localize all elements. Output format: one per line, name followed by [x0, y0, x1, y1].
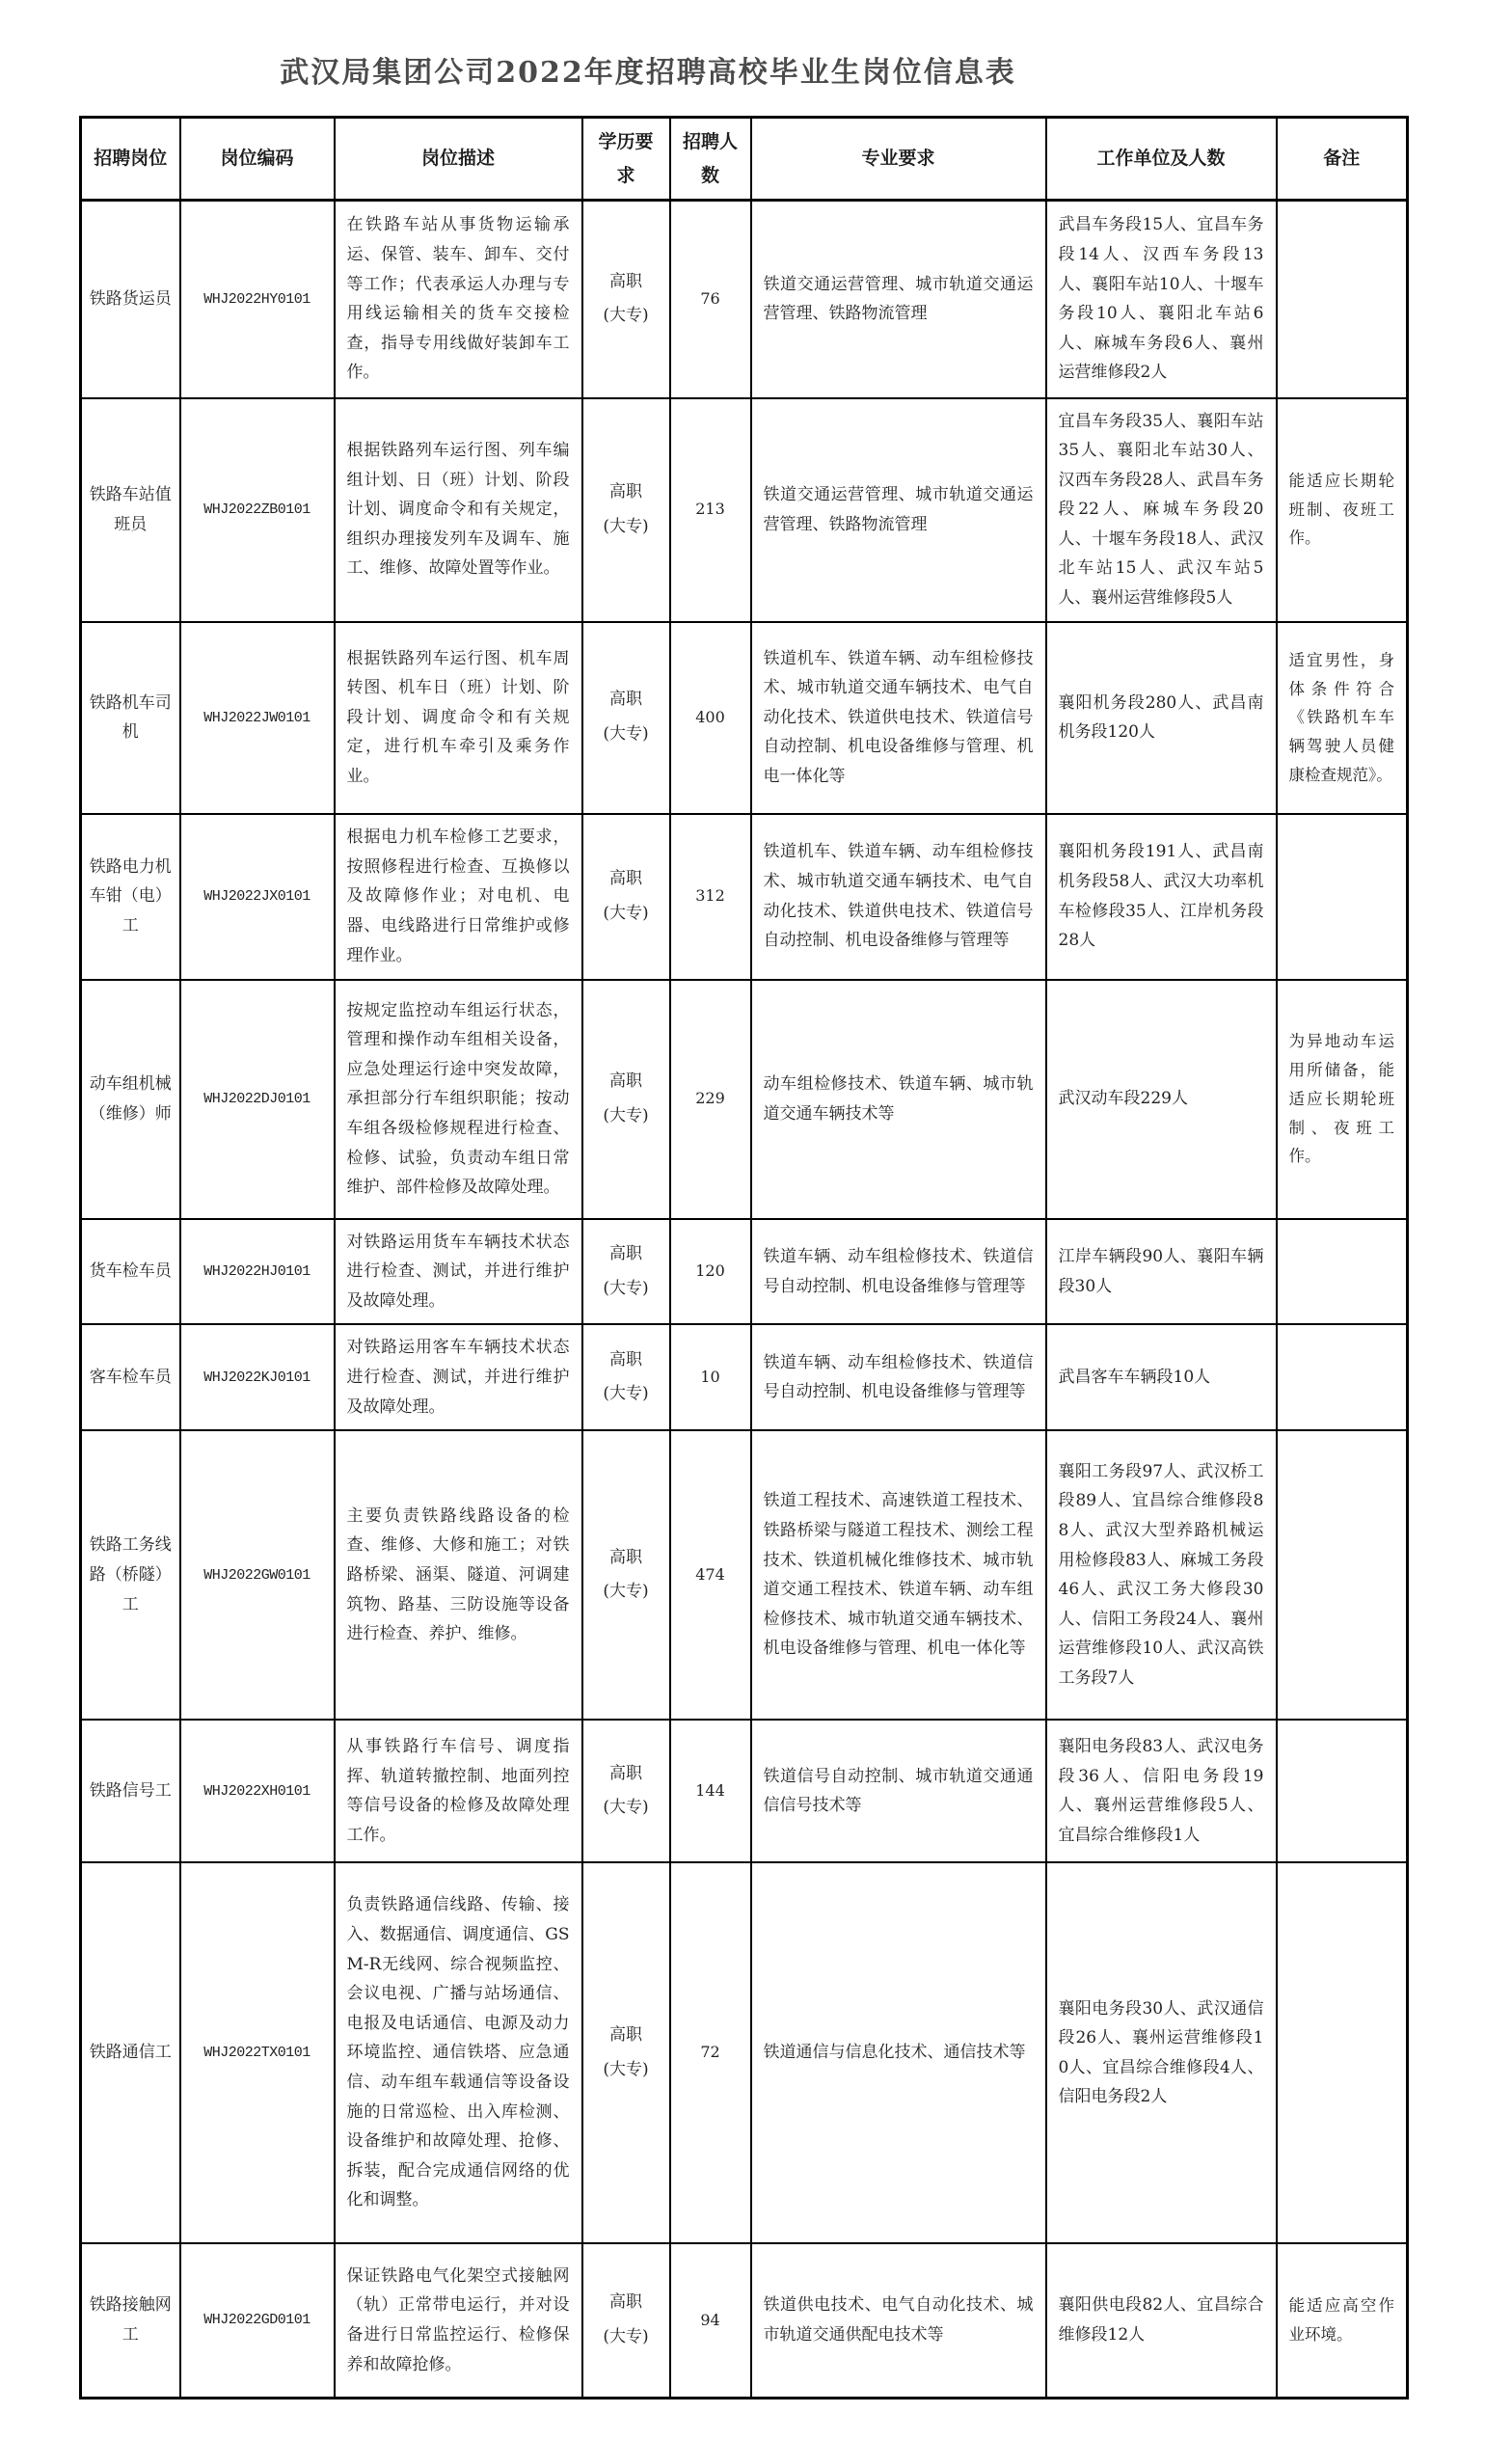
table-row [81, 814, 1408, 980]
cell-note [1277, 1324, 1408, 1430]
cell-note [1277, 1219, 1408, 1325]
cell-note [1277, 201, 1408, 398]
cell-position: 客车检车员 [81, 1324, 180, 1430]
cell-code: WHJ2022JX0101 [180, 814, 335, 980]
cell-education [582, 1862, 670, 2243]
education-level: 高职 [609, 271, 642, 291]
cell-major: 铁道车辆、动车组检修技术、铁道信号自动控制、机电设备维修与管理等 [751, 1219, 1046, 1325]
education-degree: (大专) [603, 1384, 649, 1404]
cell-major: 铁道通信与信息化技术、通信技术等 [751, 1862, 1046, 2243]
education-degree: (大专) [603, 1278, 649, 1298]
education-level: 高职 [609, 2025, 642, 2046]
header-major: 专业要求 [751, 118, 1046, 201]
cell-description: 对铁路运用客车车辆技术状态进行检查、测试，并进行维护及故障处理。 [335, 1324, 582, 1430]
education-degree: (大专) [603, 2326, 649, 2346]
cell-education [582, 1720, 670, 1862]
cell-position: 铁路信号工 [81, 1720, 180, 1862]
cell-count: 10 [670, 1324, 751, 1430]
table-row [81, 398, 1408, 622]
cell-major: 动车组检修技术、铁道车辆、城市轨道交通车辆技术等 [751, 980, 1046, 1219]
cell-units: 襄阳机务段280人、武昌南机务段120人 [1046, 622, 1277, 814]
cell-description: 主要负责铁路线路设备的检查、维修、大修和施工；对铁路桥梁、涵渠、隧道、河调建筑物、路基、三防设施等设备进行检查、养护、维修。 [335, 1430, 582, 1720]
cell-description: 负责铁路通信线路、传输、接入、数据通信、调度通信、GSM-R无线网、综合视频监控、会议电视、广播与站场通信、电报及电话通信、电源及动力环境监控、通信铁塔、应急通信、动车组车载通信等设备设施的日常巡检、出入库检测、设备维护和故障处理、抢修、拆装，配合完成通信网络的优化和调整。 [335, 1862, 582, 2243]
cell-note: 能适应高空作业环境。 [1277, 2243, 1408, 2398]
cell-position: 铁路电力机车钳（电）工 [81, 814, 180, 980]
cell-units: 武昌车务段15人、宜昌车务段14人、汉西车务段13人、襄阳车站10人、十堰车务段10人、襄阳北车站6人、麻城车务段6人、襄州运营维修段2人 [1046, 201, 1277, 398]
education-degree: (大专) [603, 306, 649, 326]
cell-note [1277, 814, 1408, 980]
cell-code: WHJ2022XH0101 [180, 1720, 335, 1862]
education-degree: (大专) [603, 903, 649, 923]
education-degree: (大专) [603, 724, 649, 745]
cell-code: WHJ2022GD0101 [180, 2243, 335, 2398]
cell-description: 根据铁路列车运行图、列车编组计划、日（班）计划、阶段计划、调度命令和有关规定，组织办理接发列车及调车、施工、维修、故障处置等作业。 [335, 398, 582, 622]
header-units: 工作单位及人数 [1046, 118, 1277, 201]
cell-units: 襄阳供电段82人、宜昌综合维修段12人 [1046, 2243, 1277, 2398]
cell-position: 货车检车员 [81, 1219, 180, 1325]
education-degree: (大专) [603, 1582, 649, 1602]
cell-units: 江岸车辆段90人、襄阳车辆段30人 [1046, 1219, 1277, 1325]
education-level: 高职 [609, 690, 642, 710]
header-description: 岗位描述 [335, 118, 582, 201]
table-row [81, 1324, 1408, 1430]
cell-description: 从事铁路行车信号、调度指挥、轨道转撤控制、地面列控等信号设备的检修及故障处理工作。 [335, 1720, 582, 1862]
cell-description: 对铁路运用货车车辆技术状态进行检查、测试，并进行维护及故障处理。 [335, 1219, 582, 1325]
cell-description: 按规定监控动车组运行状态，管理和操作动车组相关设备，应急处理运行途中突发故障，承担部分行车组织职能；按动车组各级检修规程进行检查、检修、试验，负责动车组日常维护、部件检修及故障处理。 [335, 980, 582, 1219]
cell-code: WHJ2022JW0101 [180, 622, 335, 814]
table-header-row [81, 118, 1408, 201]
cell-major: 铁道机车、铁道车辆、动车组检修技术、城市轨道交通车辆技术、电气自动化技术、铁道供电技术、铁道信号自动控制、机电设备维修与管理、机电一体化等 [751, 622, 1046, 814]
cell-position: 铁路车站值班员 [81, 398, 180, 622]
education-degree: (大专) [603, 516, 649, 536]
cell-count: 312 [670, 814, 751, 980]
table-row [81, 1219, 1408, 1325]
cell-count: 144 [670, 1720, 751, 1862]
cell-count: 474 [670, 1430, 751, 1720]
education-level: 高职 [609, 868, 642, 888]
cell-units: 襄阳电务段30人、武汉通信段26人、襄州运营维修段10人、宜昌综合维修段4人、信阳电务段2人 [1046, 1862, 1277, 2243]
header-position: 招聘岗位 [81, 118, 180, 201]
cell-position: 铁路通信工 [81, 1862, 180, 2243]
cell-position: 铁路工务线路（桥隧）工 [81, 1430, 180, 1720]
cell-count: 94 [670, 2243, 751, 2398]
cell-note: 能适应长期轮班制、夜班工作。 [1277, 398, 1408, 622]
table-row [81, 622, 1408, 814]
education-level: 高职 [609, 1349, 642, 1369]
cell-units: 武昌客车车辆段10人 [1046, 1324, 1277, 1430]
table-row [81, 1430, 1408, 1720]
education-level: 高职 [609, 2292, 642, 2313]
cell-count: 76 [670, 201, 751, 398]
cell-description: 根据电力机车检修工艺要求，按照修程进行检查、互换修以及故障修作业；对电机、电器、电线路进行日常维护或修理作业。 [335, 814, 582, 980]
education-degree: (大专) [603, 2059, 649, 2079]
cell-units: 宜昌车务段35人、襄阳车站35人、襄阳北车站30人、汉西车务段28人、武昌车务段22人、麻城车务段20人、十堰车务段18人、武汉北车站15人、武汉车站5人、襄州运营维修段5人 [1046, 398, 1277, 622]
education-level: 高职 [609, 1763, 642, 1783]
cell-education [582, 980, 670, 1219]
cell-code: WHJ2022GW0101 [180, 1430, 335, 1720]
cell-units: 襄阳电务段83人、武汉电务段36人、信阳电务段19人、襄州运营维修段5人、宜昌综合维修段1人 [1046, 1720, 1277, 1862]
table-row [81, 1862, 1408, 2243]
cell-description: 在铁路车站从事货物运输承运、保管、装车、卸车、交付等工作；代表承运人办理与专用线运输相关的货车交接检查，指导专用线做好装卸车工作。 [335, 201, 582, 398]
education-level: 高职 [609, 1547, 642, 1567]
cell-code: WHJ2022ZB0101 [180, 398, 335, 622]
education-level: 高职 [609, 1071, 642, 1091]
education-degree: (大专) [603, 1798, 649, 1818]
cell-education [582, 1324, 670, 1430]
cell-major: 铁道交通运营管理、城市轨道交通运营管理、铁路物流管理 [751, 201, 1046, 398]
cell-description: 根据铁路列车运行图、机车周转图、机车日（班）计划、阶段计划、调度命令和有关规定，进行机车牵引及乘务作业。 [335, 622, 582, 814]
table-row [81, 1720, 1408, 1862]
education-level: 高职 [609, 481, 642, 502]
education-degree: (大专) [603, 1105, 649, 1125]
cell-position: 铁路机车司机 [81, 622, 180, 814]
cell-major: 铁道机车、铁道车辆、动车组检修技术、城市轨道交通车辆技术、电气自动化技术、铁道供电技术、铁道信号自动控制、机电设备维修与管理等 [751, 814, 1046, 980]
cell-units: 襄阳机务段191人、武昌南机务段58人、武汉大功率机车检修段35人、江岸机务段28人 [1046, 814, 1277, 980]
cell-code: WHJ2022HJ0101 [180, 1219, 335, 1325]
cell-education [582, 1430, 670, 1720]
cell-count: 400 [670, 622, 751, 814]
education-level: 高职 [609, 1243, 642, 1263]
cell-code: WHJ2022HY0101 [180, 201, 335, 398]
cell-code: WHJ2022TX0101 [180, 1862, 335, 2243]
header-note: 备注 [1277, 118, 1408, 201]
recruitment-table [79, 116, 1409, 2399]
cell-education [582, 622, 670, 814]
cell-position: 铁路接触网工 [81, 2243, 180, 2398]
page-title: 武汉局集团公司2022年度招聘高校毕业生岗位信息表 [280, 56, 1016, 90]
header-education: 学历要求 [582, 118, 670, 201]
cell-description: 保证铁路电气化架空式接触网（轨）正常带电运行，并对设备进行日常监控运行、检修保养和故障抢修。 [335, 2243, 582, 2398]
table-row [81, 980, 1408, 1219]
cell-education [582, 201, 670, 398]
cell-code: WHJ2022DJ0101 [180, 980, 335, 1219]
cell-note: 为异地动车运用所储备，能适应长期轮班制、夜班工作。 [1277, 980, 1408, 1219]
cell-position: 动车组机械（维修）师 [81, 980, 180, 1219]
cell-major: 铁道工程技术、高速铁道工程技术、铁路桥梁与隧道工程技术、测绘工程技术、铁道机械化维修技术、城市轨道交通工程技术、铁道车辆、动车组检修技术、城市轨道交通车辆技术、机电设备维修与管理、机电一体化等 [751, 1430, 1046, 1720]
cell-major: 铁道信号自动控制、城市轨道交通通信信号技术等 [751, 1720, 1046, 1862]
cell-note [1277, 1430, 1408, 1720]
cell-code: WHJ2022KJ0101 [180, 1324, 335, 1430]
cell-education [582, 2243, 670, 2398]
cell-education [582, 1219, 670, 1325]
cell-major: 铁道车辆、动车组检修技术、铁道信号自动控制、机电设备维修与管理等 [751, 1324, 1046, 1430]
table-row [81, 201, 1408, 398]
header-code: 岗位编码 [180, 118, 335, 201]
cell-note [1277, 1862, 1408, 2243]
cell-note [1277, 1720, 1408, 1862]
cell-count: 229 [670, 980, 751, 1219]
cell-major: 铁道供电技术、电气自动化技术、城市轨道交通供配电技术等 [751, 2243, 1046, 2398]
cell-count: 213 [670, 398, 751, 622]
table-row [81, 2243, 1408, 2398]
cell-count: 72 [670, 1862, 751, 2243]
cell-position: 铁路货运员 [81, 201, 180, 398]
cell-note: 适宜男性，身体条件符合《铁路机车车辆驾驶人员健康检查规范》。 [1277, 622, 1408, 814]
cell-count: 120 [670, 1219, 751, 1325]
cell-units: 襄阳工务段97人、武汉桥工段89人、宜昌综合维修段88人、武汉大型养路机械运用检修段83人、麻城工务段46人、武汉工务大修段30人、信阳工务段24人、襄州运营维修段10人、武汉高铁工务段7人 [1046, 1430, 1277, 1720]
cell-education [582, 814, 670, 980]
cell-major: 铁道交通运营管理、城市轨道交通运营管理、铁路物流管理 [751, 398, 1046, 622]
header-count: 招聘人数 [670, 118, 751, 201]
cell-units: 武汉动车段229人 [1046, 980, 1277, 1219]
cell-education [582, 398, 670, 622]
